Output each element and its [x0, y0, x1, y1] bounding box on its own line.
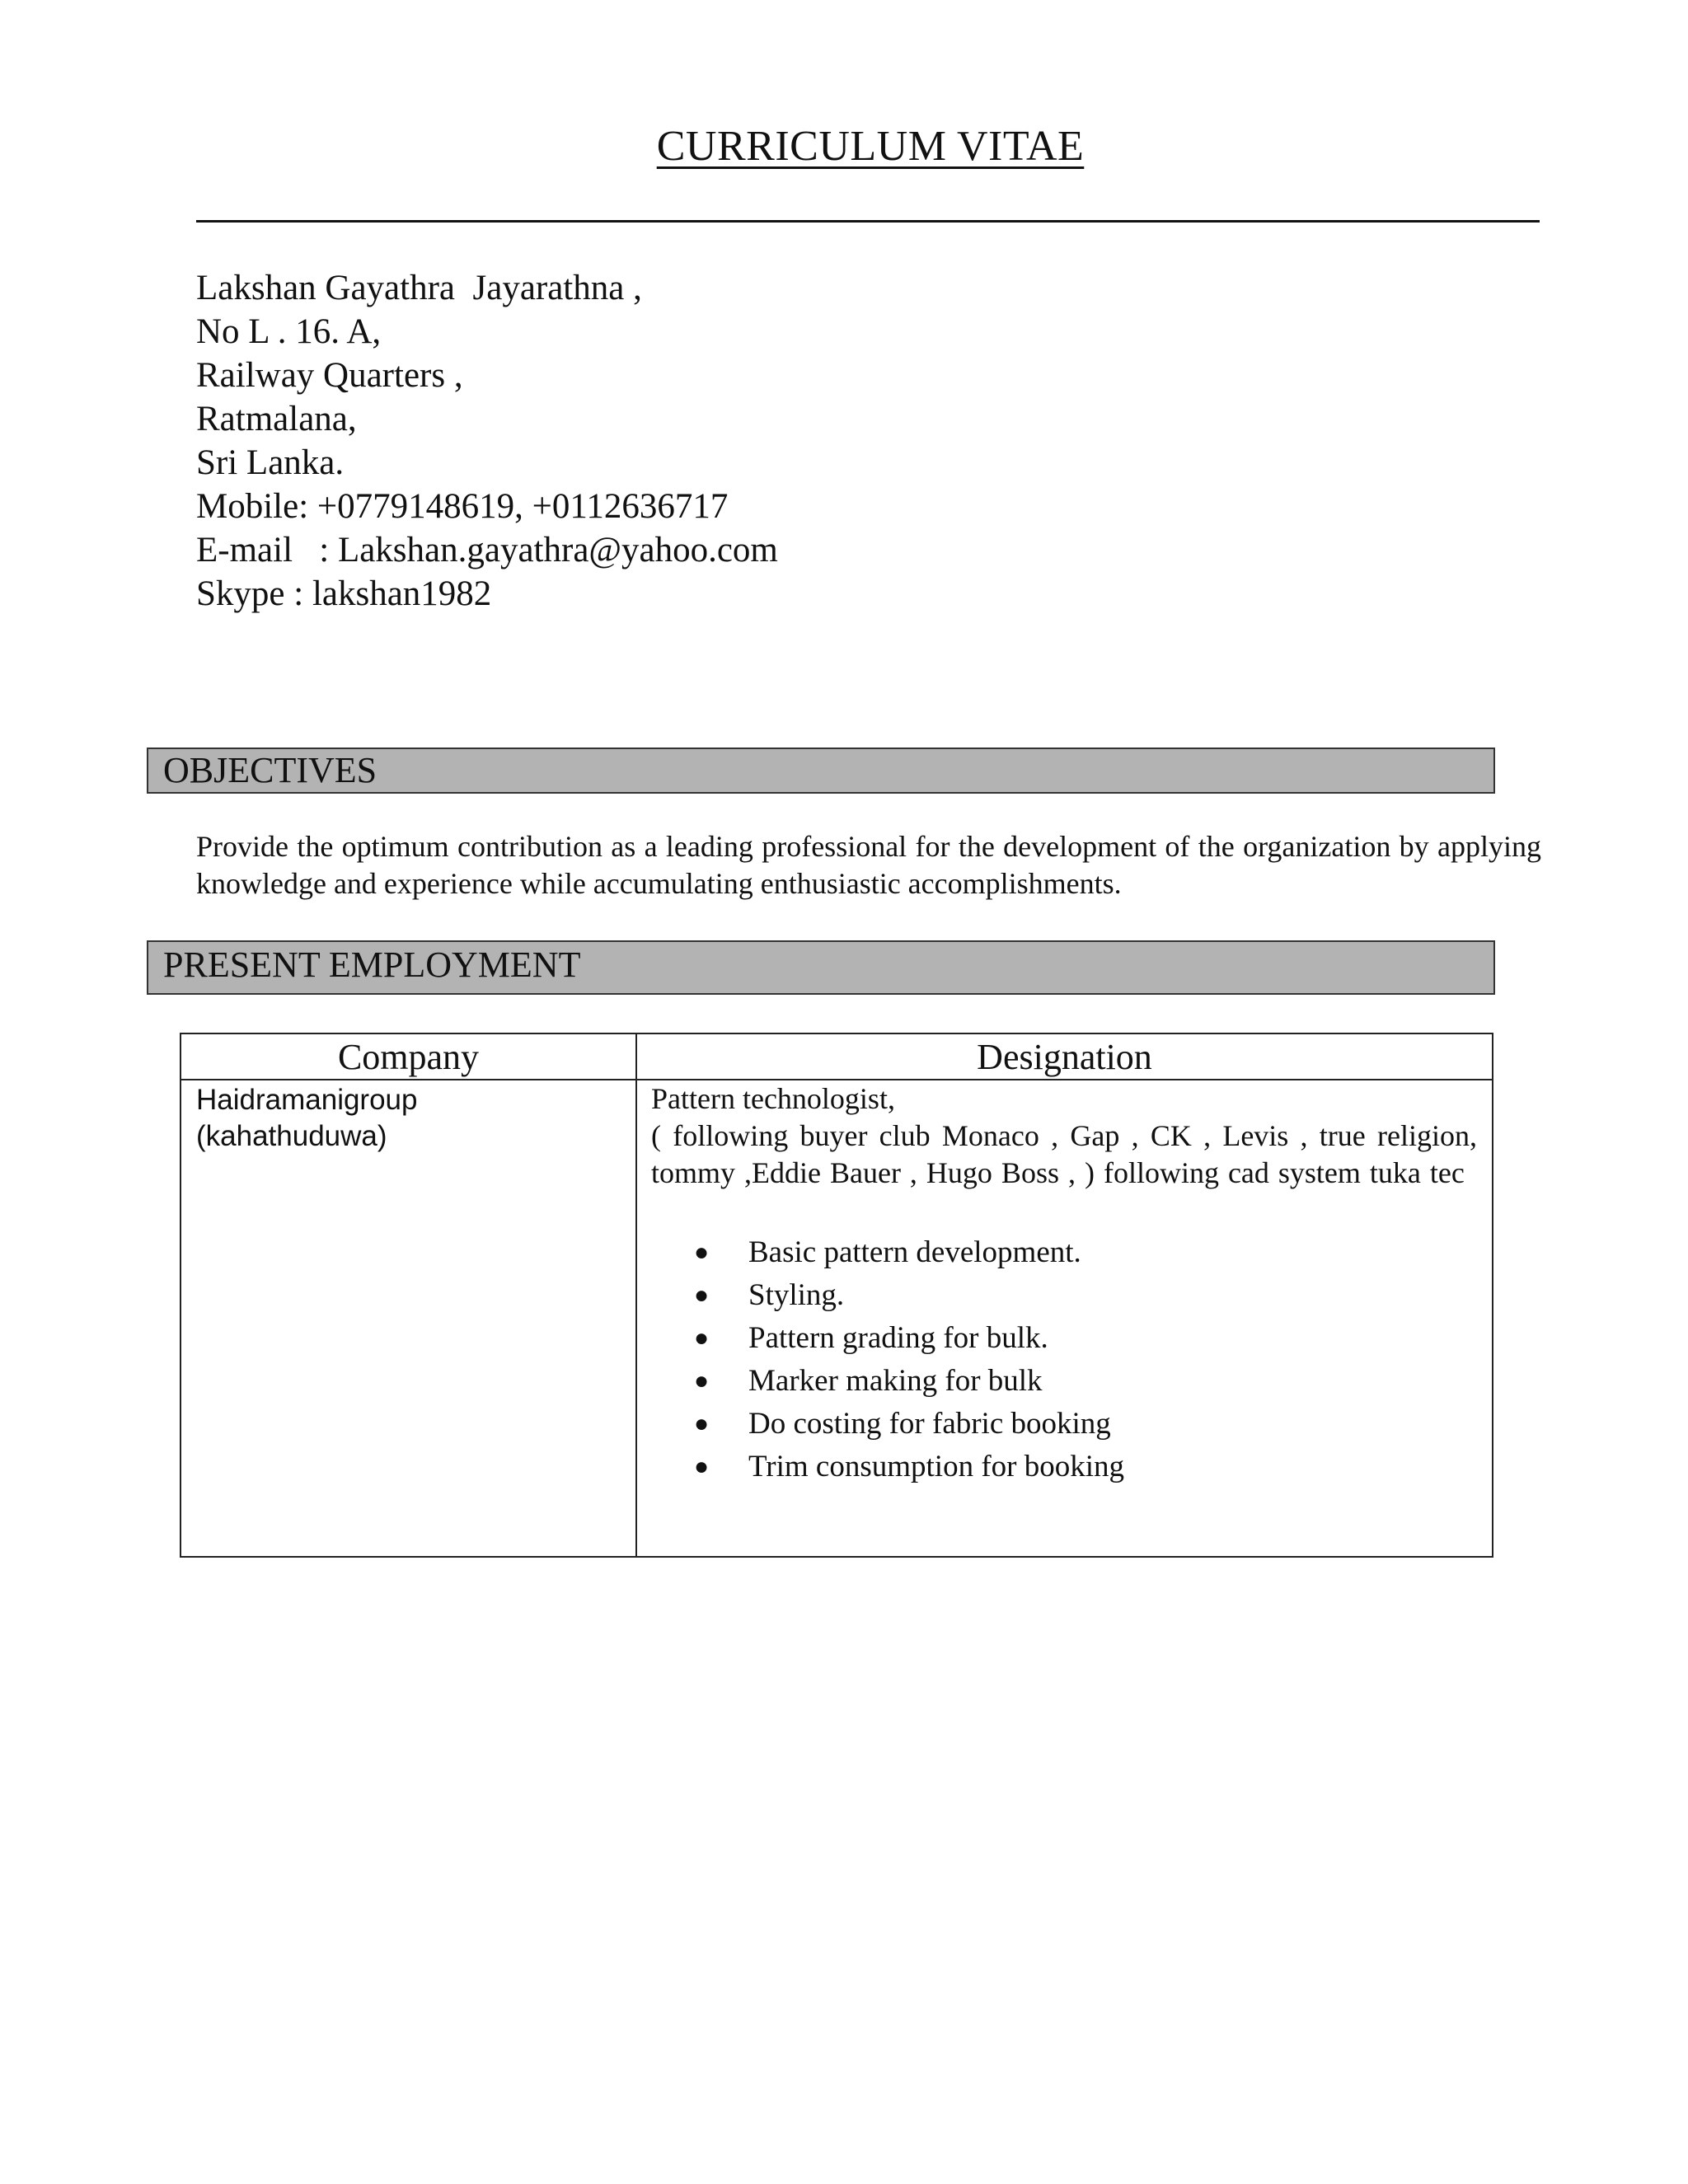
duty-item: [651, 1317, 1477, 1360]
duty-item: [651, 1446, 1477, 1488]
contact-block: [196, 266, 778, 616]
duty-text: Basic pattern development.: [748, 1235, 1081, 1269]
contact-address-line: Sri Lanka.: [196, 443, 345, 482]
contact-email: E-mail : Lakshan.gayathra@yahoo.com: [196, 531, 778, 569]
bullet-icon: ●: [694, 1410, 710, 1437]
company-cell: [196, 1082, 625, 1155]
contact-address-line: No L . 16. A,: [196, 312, 382, 351]
objectives-heading: OBJECTIVES: [147, 748, 1495, 794]
contact-address-line: Railway Quarters ,: [196, 356, 463, 395]
document-title: CURRICULUM VITAE: [656, 123, 1085, 170]
duty-item: [651, 1274, 1477, 1317]
header-divider: [196, 220, 1540, 223]
contact-mobile: Mobile: +0779148619, +0112636717: [196, 487, 729, 526]
objectives-text: Provide the optimum contribution as a leading professional for the development of the organization by applying knowledge and experience while accumulating enthusiastic accomplishments.: [196, 830, 1541, 900]
contact-skype: Skype : lakshan1982: [196, 574, 492, 613]
present-employment-heading: PRESENT EMPLOYMENT: [147, 940, 1495, 995]
duty-text: Marker making for bulk: [748, 1364, 1043, 1398]
contact-address-line: Ratmalana,: [196, 400, 357, 438]
duty-text: Styling.: [748, 1278, 845, 1312]
bullet-icon: ●: [694, 1282, 710, 1309]
designation-column-header: Designation: [977, 1037, 1152, 1077]
duty-item: [651, 1403, 1477, 1446]
company-location: (kahathuduwa): [196, 1120, 387, 1152]
designation-description: ( following buyer club Monaco , Gap , CK , Levis , true religion, tommy ,Eddie Bauer , Hugo Boss , ) following cad system tuka tec: [651, 1119, 1477, 1189]
duty-item: [651, 1360, 1477, 1403]
company-name: Haidramanigroup: [196, 1084, 418, 1116]
company-column-header: Company: [337, 1037, 480, 1077]
designation-title: Pattern technologist,: [651, 1082, 895, 1115]
bullet-icon: ●: [694, 1324, 710, 1352]
column-divider: [635, 1034, 637, 1556]
bullet-icon: ●: [694, 1453, 710, 1480]
bullet-icon: ●: [694, 1239, 710, 1266]
duties-list: [651, 1231, 1477, 1488]
duty-item: [651, 1231, 1477, 1274]
bullet-icon: ●: [694, 1367, 710, 1394]
duty-text: Trim consumption for booking: [748, 1450, 1125, 1483]
duty-text: Pattern grading for bulk.: [748, 1321, 1048, 1355]
contact-name: Lakshan Gayathra Jayarathna ,: [196, 269, 642, 307]
duty-text: Do costing for fabric booking: [748, 1407, 1111, 1441]
designation-cell: [651, 1080, 1477, 1488]
employment-table: [180, 1033, 1493, 1558]
